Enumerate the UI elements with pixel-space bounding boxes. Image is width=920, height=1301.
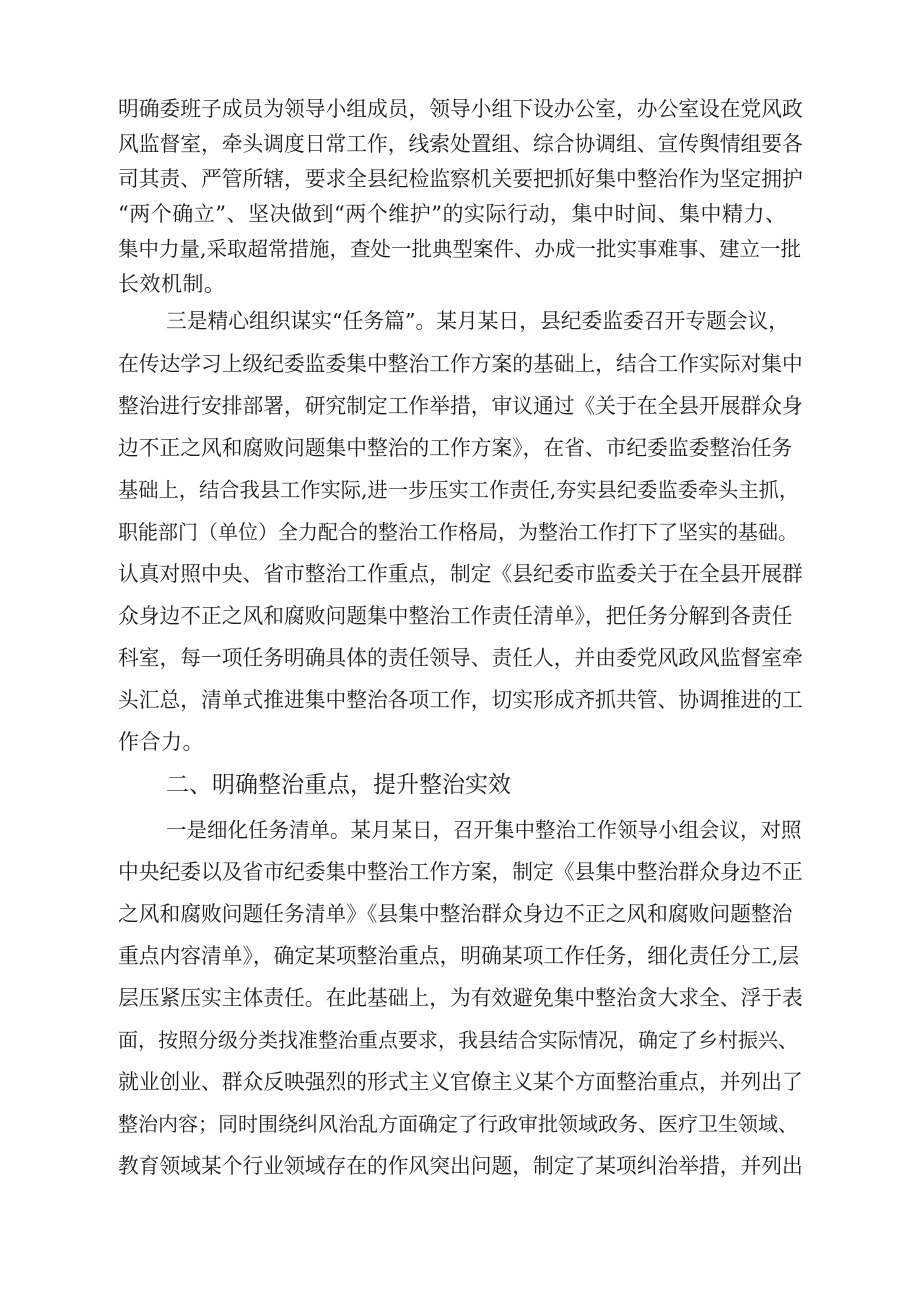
text-line: 司其责、严管所辖，要求全县纪检监察机关要把抓好集中整治作为坚定拥护	[118, 167, 803, 191]
text-line: 众身边不正之风和腐败问题集中整治工作责任清单》，把任务分解到各责任	[118, 604, 793, 628]
text-line: 一是细化任务清单。某月某日，召开集中整治工作领导小组会议，对照	[166, 818, 802, 842]
section-heading: 二、明确整治重点，提升整治实效	[166, 772, 511, 798]
text-line: 认真对照中央、省市整治工作重点，制定《县纪委市监委关于在全县开展群	[118, 562, 803, 586]
text-line: 基础上，结合我县工作实际,进一步压实工作责任,夯实县纪委监委牵头主抓，	[118, 478, 800, 502]
text-line: 科室，每一项任务明确具体的责任领导、责任人，并由委党风政风监督室牵	[118, 646, 803, 670]
text-line: 三是精心组织谋实“任务篇”。某月某日，县纪委监委召开专题会议，	[166, 309, 789, 333]
text-line: 层压紧压实主体责任。在此基础上，为有效避免集中整治贪大求全、浮于表	[118, 986, 803, 1010]
text-line: 风监督室，牵头调度日常工作，线索处置组、综合协调组、宣传舆情组要各	[118, 132, 803, 156]
text-line: 就业创业、群众反映强烈的形式主义官僚主义某个方面整治重点，并列出了	[118, 1070, 803, 1094]
text-line: 中央纪委以及省市纪委集中整治工作方案，制定《县集中整治群众身边不正	[118, 860, 803, 884]
text-line: 之风和腐败问题任务清单》《县集中整治群众身边不正之风和腐败问题整治	[118, 902, 793, 926]
text-line: 明确委班子成员为领导小组成员，领导小组下设办公室，办公室设在党风政	[118, 97, 803, 121]
text-line: 职能部门（单位）全力配合的整治工作格局，为整治工作打下了坚实的基础。	[118, 520, 798, 544]
text-line: 整治内容；同时围绕纠风治乱方面确定了行政审批领域政务、医疗卫生领域、	[118, 1112, 798, 1136]
text-line: 教育领域某个行业领域存在的作风突出问题，制定了某项纠治举措，并列出	[118, 1154, 803, 1178]
text-line: 集中力量,采取超常措施，查处一批典型案件、办成一批实事难事、建立一批	[118, 237, 802, 261]
text-line: “两个确立”、坚决做到“两个维护”的实际行动，集中时间、集中精力、	[118, 202, 787, 226]
text-line: 边不正之风和腐败问题集中整治的工作方案》，在省、市纪委监委整治任务	[118, 436, 793, 460]
text-line: 长效机制。	[118, 272, 226, 296]
text-line: 在传达学习上级纪委监委集中整治工作方案的基础上，结合工作实际对集中	[118, 352, 803, 376]
text-line: 作合力。	[118, 730, 204, 754]
text-line: 重点内容清单》，确定某项整治重点，明确某项工作任务，细化责任分工,层	[118, 944, 799, 968]
text-line: 面，按照分级分类找准整治重点要求，我县结合实际情况，确定了乡村振兴、	[118, 1028, 798, 1052]
text-line: 头汇总，清单式推进集中整治各项工作，切实形成齐抓共管、协调推进的工	[118, 688, 803, 712]
text-line: 整治进行安排部署，研究制定工作举措，审议通过《关于在全县开展群众身	[118, 394, 803, 418]
